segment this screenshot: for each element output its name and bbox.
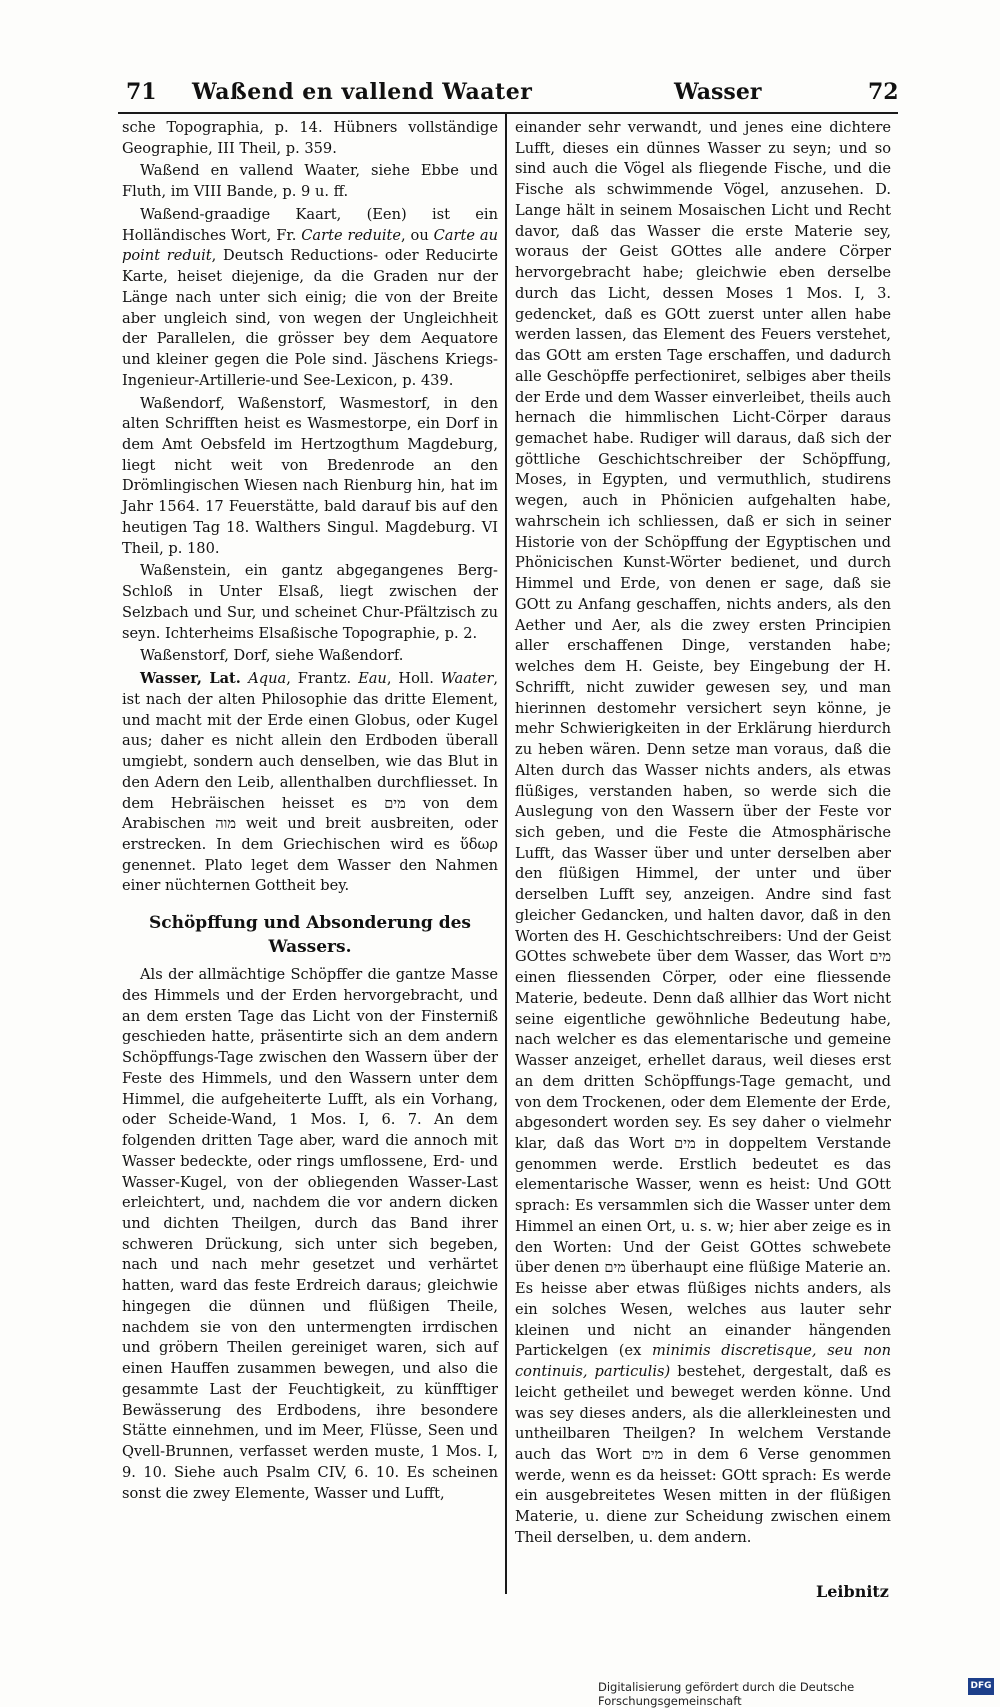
paragraph: sche Topographia, p. 14. Hübners vollständige Geographie, III Theil, p. 359.	[122, 119, 498, 157]
entry-wassend-en-vallend-waater: Waßend en vallend Waater, siehe Ebbe und Fluth, im VIII Bande, p. 9 u. ff.	[122, 162, 498, 201]
column-divider	[505, 114, 507, 1594]
entry-wassend-graadige-kaart: Waßend-graadige Kaart, (Een) ist ein Holländisches Wort, Fr. Carte reduite, ou Carte au point reduit, Deutsch Reductions- oder Reducirte Karte, heiset diejenige, da die Graden nur der Länge nach unter sich einig; die von der Breite aber ungleich sind, von wegen der Ungleichheit der Parallelen, die grösser bey dem Aequatore und kleiner gegen die Pole sind. Jäschens Kriegs- Ingenieur-Artillerie-und See-Lexicon, p. 439.	[122, 205, 498, 389]
header-rule	[118, 112, 898, 114]
left-page-number: 71	[126, 79, 157, 105]
entry-wassendorf: Waßendorf, Waßenstorf, Wasmestorf, in den alten Schrifften heist es Wasmestorpe, ein Dorf in dem Amt Oebsfeld im Hertzogthum Magdeburg, liegt nicht weit von Bredenrode an den Drömlingischen Wiesen nach Rienburg hin, hat im Jahr 1564. 17 Feuerstätte, bald darauf bis auf den heutigen Tag 18. Walthers Singul. Magdeburg. VI Theil, p. 180.	[122, 394, 498, 557]
dfg-logo: DFG	[968, 1678, 994, 1695]
paragraph: einander sehr verwandt, und jenes eine dichtere Lufft, dieses ein dünnes Wasser zu seyn; und so sind auch die Vögel als fliegende Fische, und die Fische als schwimmende Vögel, anzusehen. D. Lange hält in seinem Mosaischen Licht und Recht davor, daß das Wasser die erste Materie sey, woraus der Geist GOttes alle andere Cörper hervorgebracht habe; gleichwie eben derselbe durch das Licht, dessen Moses 1 Mos. I, 3. gedencket, daß es GOtt zuerst unter allen habe werden lassen, das Element des Feuers verstehet, das GOtt am ersten Tage erschaffen, und dadurch alle Geschöpffe perfectioniret, selbiges aber theils der Erde und dem Wasser einverleibet, theils auch hernach die himmlischen Licht-Cörper daraus gemachet habe. Rudiger will daraus, daß sich der göttliche Geschichtschreiber der Schöpffung, Moses, in Egypten, und vermuthlich, studirens wegen, auch in Phönicien aufgehalten habe, wahrschein ich schliessen, daß er sich in seiner Historie von der Schöpffung der Egyptischen und Phönicischen Kunst-Wörter bedienet, und durch Himmel und Erde, von denen er sage, daß sie GOtt zu Anfang geschaffen, nichts anders, als den Aether und Aer, als die zwey ersten Principien aller erschaffenen Dinge, verstanden habe; welches dem H. Geiste, bey Eingebung der H. Schrifft, nicht zuwider gewesen sey, und man hierinnen destomehr versichert seyn könne, je mehr Schwierigkeiten in der Erklärung hierdurch zu heben wären. Denn setze man voraus, daß die Alten durch das Wasser nichts anders, als etwas flüßiges, verstanden haben, so werde sich die Auslegung von den Wassern über der Feste vor sich geben, und die Feste die Atmosphärische Lufft, das Wasser über und unter derselben aber den flüßigen Himmel, der unter und über derselben Lufft sey, anzeigen. Andre sind fast gleicher Gedancken, und halten davor, daß in den Worten des H. Geschichtschreibers: Und der Geist GOttes schwebete über dem Wasser, das Wort מים einen fliessenden Cörper, oder eine fliessende Materie, bedeute. Denn daß allhier das Wort nicht seine eigentliche gewöhnliche Bedeutung habe, nach welcher es das elementarische und gemeine Wasser anzeiget, erhellet daraus, weil dieses erst an dem dritten Schöpffungs-Tage gemacht, und von dem Trockenen, oder dem Elemente der Erde, abgesondert worden sey. Es sey daher o vielmehr klar, daß das Wort מים in doppeltem Verstande genommen werde. Erstlich bedeutet es das elementarische Wasser, wenn es heist: Und GOtt sprach: Es versammlen sich die Wasser unter dem Himmel an einen Ort, u. s. w; hier aber zeige es in den Worten: Und der Geist GOttes schwebete über denen מים überhaupt eine flüßige Materie an. Es heisse aber etwas flüßiges nichts anders, als ein solches Wesen, welches aus lauter sehr kleinen und nicht an einander hängenden Partickelgen (ex minimis discretisque, seu non continuis, particulis) bestehet, dergestalt, daß es leicht getheilet und beweget werden könne. Und was sey dieses anders, als die allerkleinesten und untheilbaren Theilgen? In welchem Verstande auch das Wort מים in dem 6 Verse genommen werde, wenn es da heisset: GOtt sprach: Es werde ein ausgebreitetes Wesen mitten in der flüßigen Materie, u. diene zur Scheidung zwischen einem Theil derselben, u. dem andern.	[515, 119, 891, 1546]
paragraph: Als der allmächtige Schöpffer die gantze Masse des Himmels und der Erden hervorgebracht, und an dem ersten Tage das Licht von der Finsterniß geschieden hatte, präsentirte sich an dem andern Schöpffungs-Tage zwischen den Wassern über der Feste des Himmels, und den Wassern unter dem Himmel, die aufgeheiterte Lufft, als ein Vorhang, oder Scheide-Wand, 1 Mos. I, 6. 7. An dem folgenden dritten Tage aber, ward die annoch mit Wasser bedeckte, oder rings umflossene, Erd- und Wasser-Kugel, von der obliegenden Wasser-Last erleichtert, und, nachdem die vor andern dicken und dichten Theilgen, durch das Band ihrer schweren Drückung, sich unter sich begeben, nach und nach mehr gesetzet und verhärtet hatten, ward das feste Erdreich daraus; gleichwie hingegen die dünnen und flüßigen Theile, nachdem sie von den untermengten irrdischen und gröbern Theilen gereiniget waren, sich auf einen Hauffen zusammen bewegen, und also die gesammte Last der Feuchtigkeit, zu künfftiger Bewässerung des Erdbodens, ihre besondere Stätte einnehmen, und im Meer, Flüsse, Seen und Qvell-Brunnen, verfasset werden muste, 1 Mos. I, 9. 10. Siehe auch Psalm CIV, 6. 10. Es scheinen sonst die zwey Elemente, Wasser und Lufft,	[122, 966, 498, 1502]
digitization-footer: Digitalisierung gefördert durch die Deutsche Forschungsgemeinschaft	[598, 1680, 855, 1708]
entry-wasser: Wasser, Lat. Aqua, Frantz. Eau, Holl. Waater, ist nach der alten Philosophie das dritte Element, und macht mit der Erde einen Globus, oder Kugel aus; daher es nicht allein den Erdboden überall umgiebt, sondern auch denselben, wie das Blut in den Adern den Leib, allenthalben durchfliesset. In dem Hebräischen heisset es מים von dem Arabischen מוה weit und breit ausbreiten, oder erstrecken. In dem Griechischen wird es ὕδωρ genennet. Plato leget dem Wasser den Nahmen einer nüchternen Gottheit bey.	[122, 670, 499, 895]
entry-wassenstein: Waßenstein, ein gantz abgegangenes Berg-Schloß in Unter Elsaß, liegt zwischen der Selzbach und Sur, und scheinet Chur-Pfältzisch zu seyn. Ichterheims Elsaßische Topographie, p. 2.	[122, 562, 498, 642]
right-column	[515, 118, 891, 1549]
left-running-head: Waßend en vallend Waater	[192, 79, 533, 105]
entry-wassenstorf: Waßenstorf, Dorf, siehe Waßendorf.	[140, 647, 404, 665]
left-column	[122, 118, 498, 1504]
section-heading: Schöpffung und Absonderung des Wassers.	[148, 913, 472, 958]
right-page-number: 72	[868, 79, 899, 105]
right-running-head: Wasser	[674, 79, 762, 105]
catchword: Leibnitz	[816, 1582, 889, 1601]
